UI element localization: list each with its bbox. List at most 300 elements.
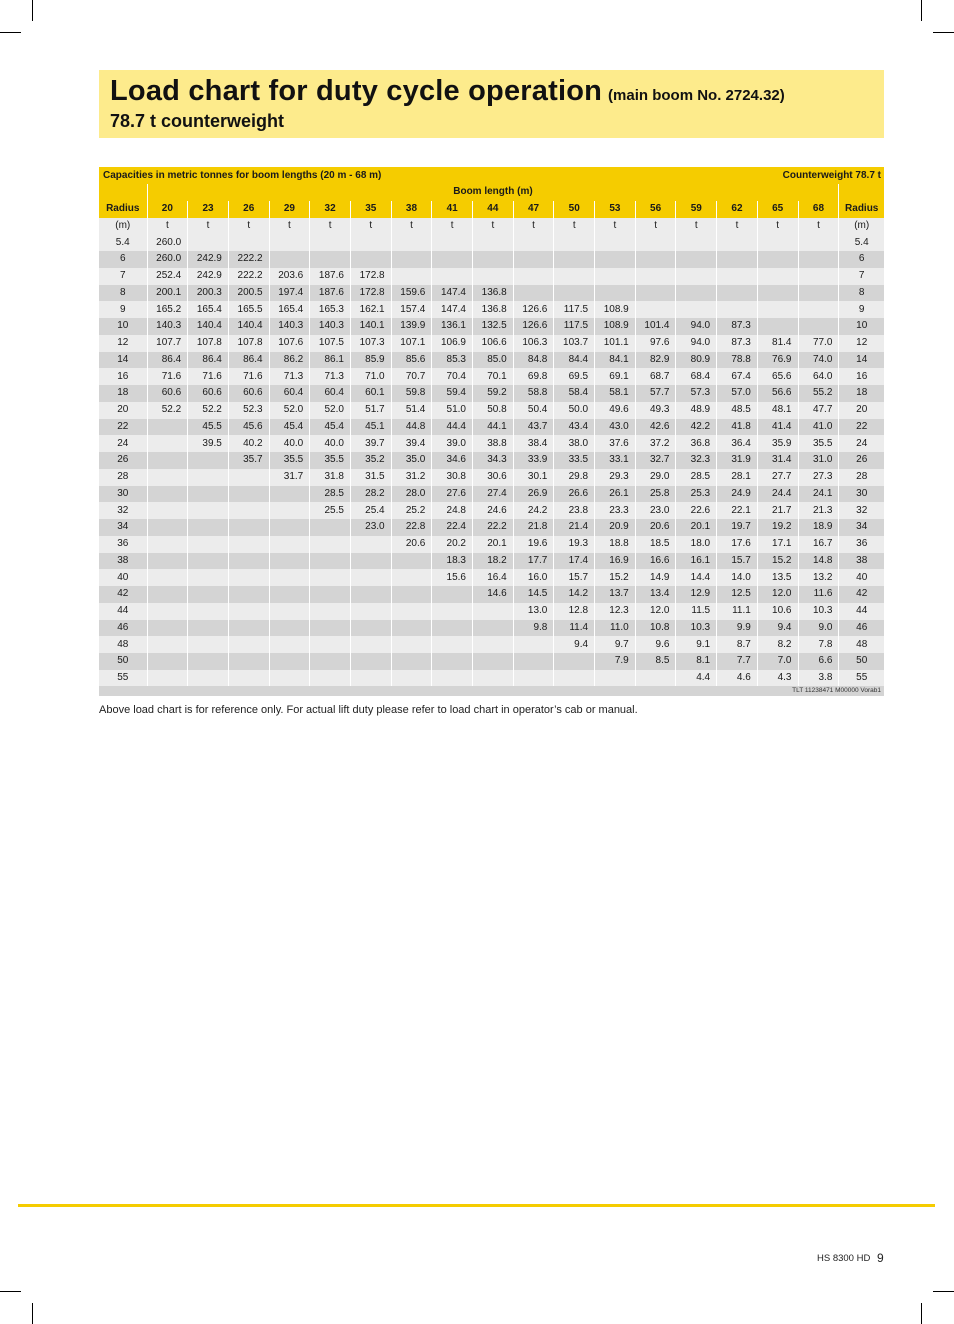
radius-value: 50 [839,653,884,670]
radius-value: 42 [839,586,884,603]
capacity-cell: 37.2 [635,435,676,452]
capacity-cell [269,536,310,553]
capacity-cell [147,603,188,620]
capacity-cell [798,301,839,318]
capacity-unit: t [798,218,839,235]
capacity-cell: 157.4 [391,301,432,318]
capacity-cell: 17.4 [554,553,595,570]
capacity-cell: 35.7 [228,452,269,469]
capacity-cell: 14.9 [635,569,676,586]
capacity-cell: 49.3 [635,402,676,419]
capacity-cell: 20.9 [595,519,636,536]
capacity-cell: 18.9 [798,519,839,536]
radius-value: 6 [99,251,147,268]
radius-value: 55 [99,670,147,687]
capacity-cell: 76.9 [757,352,798,369]
capacity-cell [473,670,514,687]
capacity-cell [188,486,229,503]
capacity-cell: 45.1 [350,419,391,436]
capacity-cell: 10.8 [635,620,676,637]
column-header-row [99,201,884,218]
radius-value: 44 [99,603,147,620]
capacity-cell [513,268,554,285]
capacity-cell: 31.0 [798,452,839,469]
capacity-cell: 56.6 [757,385,798,402]
capacity-cell: 71.3 [310,368,351,385]
capacity-cell: 71.3 [269,368,310,385]
capacity-cell [147,419,188,436]
capacity-cell: 45.5 [188,419,229,436]
capacity-cell [188,586,229,603]
capacity-cell [350,653,391,670]
capacity-cell [147,486,188,503]
table-row [99,636,884,653]
capacity-cell: 165.4 [269,301,310,318]
capacity-cell [635,251,676,268]
table-row [99,486,884,503]
capacity-cell [147,553,188,570]
boom-length-header: 53 [595,201,636,218]
capacity-cell: 14.5 [513,586,554,603]
radius-value: 42 [99,586,147,603]
capacity-cell: 70.4 [432,368,473,385]
capacity-cell: 21.8 [513,519,554,536]
capacity-cell: 41.0 [798,419,839,436]
capacity-cell: 9.7 [595,636,636,653]
capacity-cell: 85.9 [350,352,391,369]
table-row [99,251,884,268]
capacity-cell [554,251,595,268]
boom-length-header: 44 [473,201,514,218]
capacity-cell [269,502,310,519]
capacity-cell [269,603,310,620]
capacity-cell: 4.6 [717,670,758,687]
capacity-cell: 52.2 [188,402,229,419]
capacity-cell [147,435,188,452]
page-title [110,75,785,108]
capacity-cell: 16.0 [513,569,554,586]
table-row [99,234,884,251]
capacity-cell: 172.8 [350,268,391,285]
capacity-cell [717,268,758,285]
capacity-cell [798,234,839,251]
capacity-cell: 40.0 [269,435,310,452]
capacity-cell [432,670,473,687]
radius-value: 32 [839,502,884,519]
table-row [99,419,884,436]
capacity-cell [228,670,269,687]
capacity-cell [147,502,188,519]
title-box [99,70,884,138]
capacity-cell [188,603,229,620]
capacity-cell [269,653,310,670]
capacity-cell [350,234,391,251]
capacity-unit: t [676,218,717,235]
radius-value: 10 [99,318,147,335]
capacity-cell: 19.2 [757,519,798,536]
radius-value: 20 [839,402,884,419]
capacity-cell [798,285,839,302]
capacity-cell: 60.6 [228,385,269,402]
capacity-cell: 15.7 [554,569,595,586]
capacity-cell: 19.3 [554,536,595,553]
capacity-cell: 32.3 [676,452,717,469]
table-row [99,620,884,637]
capacity-cell: 48.5 [717,402,758,419]
capacity-cell: 52.0 [269,402,310,419]
capacity-cell [595,234,636,251]
capacity-cell: 22.4 [432,519,473,536]
capacity-cell: 7.8 [798,636,839,653]
capacity-cell: 107.8 [228,335,269,352]
capacity-cell: 27.6 [432,486,473,503]
capacity-cell: 60.6 [188,385,229,402]
capacity-cell: 43.7 [513,419,554,436]
capacity-cell: 260.0 [147,234,188,251]
capacity-cell: 58.4 [554,385,595,402]
capacity-cell: 24.4 [757,486,798,503]
capacity-cell: 49.6 [595,402,636,419]
capacity-cell: 42.2 [676,419,717,436]
capacity-cell: 242.9 [188,268,229,285]
radius-value: 20 [99,402,147,419]
capacity-cell: 86.2 [269,352,310,369]
capacity-cell: 222.2 [228,268,269,285]
capacity-cell [269,670,310,687]
table-row [99,268,884,285]
capacity-cell: 200.5 [228,285,269,302]
capacity-cell: 44.8 [391,419,432,436]
capacity-cell: 9.0 [798,620,839,637]
capacity-unit: t [757,218,798,235]
capacity-unit: t [473,218,514,235]
capacity-cell [310,234,351,251]
capacity-cell: 70.7 [391,368,432,385]
table-row [99,285,884,302]
capacity-cell: 19.6 [513,536,554,553]
capacity-cell: 27.4 [473,486,514,503]
capacity-cell: 31.7 [269,469,310,486]
capacity-cell: 11.0 [595,620,636,637]
capacity-cell: 12.0 [635,603,676,620]
radius-value: 24 [99,435,147,452]
capacity-cell: 103.7 [554,335,595,352]
crop-mark [32,1303,33,1324]
table-row [99,603,884,620]
capacity-cell [391,603,432,620]
capacity-cell: 107.1 [391,335,432,352]
capacity-cell: 108.9 [595,301,636,318]
capacity-unit: t [147,218,188,235]
capacity-cell: 28.1 [717,469,758,486]
capacity-cell [676,268,717,285]
capacity-unit: t [432,218,473,235]
capacity-cell [391,620,432,637]
capacity-cell: 20.6 [391,536,432,553]
capacity-cell [350,586,391,603]
table-row [99,385,884,402]
capacity-cell: 8.7 [717,636,758,653]
table-row [99,502,884,519]
capacity-cell [350,620,391,637]
boom-length-header: 41 [432,201,473,218]
boom-length-header: 29 [269,201,310,218]
crop-mark [933,32,954,33]
capacity-cell [432,603,473,620]
table-row [99,435,884,452]
capacity-cell [513,285,554,302]
capacity-cell: 140.3 [269,318,310,335]
table-row [99,469,884,486]
boom-length-header: 65 [757,201,798,218]
capacity-cell: 35.5 [798,435,839,452]
radius-value: 46 [99,620,147,637]
capacity-cell: 35.5 [269,452,310,469]
capacity-cell [554,670,595,687]
capacity-cell: 25.5 [310,502,351,519]
radius-value: 34 [839,519,884,536]
capacity-cell [228,569,269,586]
capacity-cell: 78.8 [717,352,758,369]
capacity-cell: 26.9 [513,486,554,503]
capacity-cell: 41.4 [757,419,798,436]
capacity-cell: 200.3 [188,285,229,302]
capacity-cell: 84.1 [595,352,636,369]
capacity-cell: 87.3 [717,318,758,335]
capacity-cell [188,502,229,519]
capacity-cell: 84.8 [513,352,554,369]
crop-mark [921,1303,922,1324]
table-row [99,653,884,670]
capacity-cell: 12.3 [595,603,636,620]
boom-length-header: 20 [147,201,188,218]
boom-length-header: 35 [350,201,391,218]
radius-value: 40 [839,569,884,586]
capacity-cell [676,285,717,302]
disclaimer-note: Above load chart is for reference only. For actual lift duty please refer to load chart in operator’s cab or manual. [99,704,638,716]
chart-caption-left: Capacities in metric tonnes for boom lengths (20 m - 68 m) [103,170,382,181]
capacity-cell: 17.6 [717,536,758,553]
radius-value: 5.4 [839,234,884,251]
capacity-cell: 50.8 [473,402,514,419]
capacity-cell: 107.6 [269,335,310,352]
capacity-cell [757,301,798,318]
capacity-cell [391,569,432,586]
radius-header: Radius [99,201,147,218]
crop-mark [921,0,922,21]
capacity-cell [635,670,676,687]
page-title-sub: (main boom No. 2724.32) [608,87,785,104]
capacity-cell: 12.8 [554,603,595,620]
capacity-cell: 52.3 [228,402,269,419]
capacity-cell [473,636,514,653]
capacity-cell: 17.7 [513,553,554,570]
capacity-cell [595,268,636,285]
capacity-cell: 10.3 [676,620,717,637]
capacity-cell: 12.0 [757,586,798,603]
capacity-cell: 26.1 [595,486,636,503]
capacity-cell: 10.3 [798,603,839,620]
table-row [99,553,884,570]
radius-value: 28 [839,469,884,486]
radius-value: 44 [839,603,884,620]
capacity-cell [310,536,351,553]
capacity-cell [432,251,473,268]
capacity-cell: 87.3 [717,335,758,352]
capacity-cell: 84.4 [554,352,595,369]
capacity-cell: 126.6 [513,301,554,318]
capacity-cell: 17.1 [757,536,798,553]
capacity-cell: 33.9 [513,452,554,469]
capacity-cell: 31.4 [757,452,798,469]
capacity-cell [391,670,432,687]
radius-header: Radius [839,201,884,218]
capacity-cell: 24.9 [717,486,758,503]
radius-value: 40 [99,569,147,586]
capacity-cell: 33.5 [554,452,595,469]
capacity-cell: 31.5 [350,469,391,486]
radius-value: 10 [839,318,884,335]
capacity-cell [757,234,798,251]
capacity-cell: 16.1 [676,553,717,570]
capacity-cell: 8.2 [757,636,798,653]
capacity-cell [188,452,229,469]
capacity-cell [350,569,391,586]
radius-value: 24 [839,435,884,452]
capacity-cell: 32.7 [635,452,676,469]
capacity-cell: 50.4 [513,402,554,419]
capacity-cell: 86.4 [147,352,188,369]
capacity-cell: 39.0 [432,435,473,452]
capacity-cell: 165.5 [228,301,269,318]
capacity-cell: 26.6 [554,486,595,503]
capacity-cell: 65.6 [757,368,798,385]
capacity-cell: 21.4 [554,519,595,536]
capacity-cell [554,234,595,251]
capacity-cell: 108.9 [595,318,636,335]
capacity-cell: 45.6 [228,419,269,436]
radius-value: 14 [99,352,147,369]
capacity-unit: t [188,218,229,235]
capacity-cell: 197.4 [269,285,310,302]
capacity-cell [554,285,595,302]
capacity-cell: 24.6 [473,502,514,519]
capacity-cell [432,653,473,670]
capacity-cell: 13.0 [513,603,554,620]
capacity-cell [473,251,514,268]
capacity-unit: t [717,218,758,235]
capacity-cell: 187.6 [310,268,351,285]
capacity-cell: 3.8 [798,670,839,687]
boom-length-label: Boom length (m) [147,184,839,201]
capacity-cell: 15.7 [717,553,758,570]
capacity-cell [513,636,554,653]
capacity-cell: 23.0 [635,502,676,519]
footer-model: HS 8300 HD [817,1253,871,1264]
capacity-cell: 260.0 [147,251,188,268]
capacity-cell [350,670,391,687]
capacity-cell [676,234,717,251]
capacity-cell [717,285,758,302]
boom-length-header: 26 [228,201,269,218]
capacity-cell: 9.9 [717,620,758,637]
table-row [99,368,884,385]
capacity-cell [717,234,758,251]
capacity-cell [310,251,351,268]
capacity-cell [676,301,717,318]
capacity-cell [228,586,269,603]
capacity-cell: 106.3 [513,335,554,352]
capacity-cell [188,569,229,586]
radius-value: 18 [839,385,884,402]
capacity-cell: 140.4 [228,318,269,335]
capacity-cell: 16.4 [473,569,514,586]
capacity-cell: 58.1 [595,385,636,402]
capacity-cell [269,486,310,503]
capacity-cell: 106.9 [432,335,473,352]
capacity-cell: 9.4 [757,620,798,637]
capacity-cell: 16.7 [798,536,839,553]
capacity-cell: 69.1 [595,368,636,385]
header-spacer [99,184,147,201]
capacity-cell [310,670,351,687]
radius-value: 8 [99,285,147,302]
radius-value: 9 [99,301,147,318]
capacity-cell: 11.5 [676,603,717,620]
capacity-cell [757,318,798,335]
boom-length-header: 62 [717,201,758,218]
capacity-cell: 97.6 [635,335,676,352]
capacity-cell [757,285,798,302]
capacity-cell [188,553,229,570]
capacity-cell: 67.4 [717,368,758,385]
capacity-cell: 60.4 [310,385,351,402]
capacity-cell: 39.7 [350,435,391,452]
capacity-cell [391,234,432,251]
capacity-cell [147,586,188,603]
capacity-cell: 23.8 [554,502,595,519]
capacity-cell [188,519,229,536]
table-row [99,670,884,687]
capacity-cell: 35.2 [350,452,391,469]
radius-value: 5.4 [99,234,147,251]
capacity-cell [391,636,432,653]
capacity-cell: 40.0 [310,435,351,452]
table-row [99,569,884,586]
capacity-cell: 48.9 [676,402,717,419]
capacity-cell [554,268,595,285]
capacity-cell: 21.7 [757,502,798,519]
capacity-cell: 136.1 [432,318,473,335]
capacity-cell: 60.1 [350,385,391,402]
capacity-cell [391,653,432,670]
capacity-cell: 48.1 [757,402,798,419]
capacity-cell [310,620,351,637]
capacity-cell: 23.0 [350,519,391,536]
load-chart-table [99,184,884,687]
capacity-unit: t [228,218,269,235]
capacity-cell: 9.8 [513,620,554,637]
capacity-cell: 147.4 [432,301,473,318]
boom-length-header: 32 [310,201,351,218]
capacity-cell [310,603,351,620]
capacity-cell: 35.5 [310,452,351,469]
capacity-cell [554,653,595,670]
radius-value: 46 [839,620,884,637]
capacity-cell: 200.1 [147,285,188,302]
capacity-cell: 44.4 [432,419,473,436]
capacity-cell: 77.0 [798,335,839,352]
